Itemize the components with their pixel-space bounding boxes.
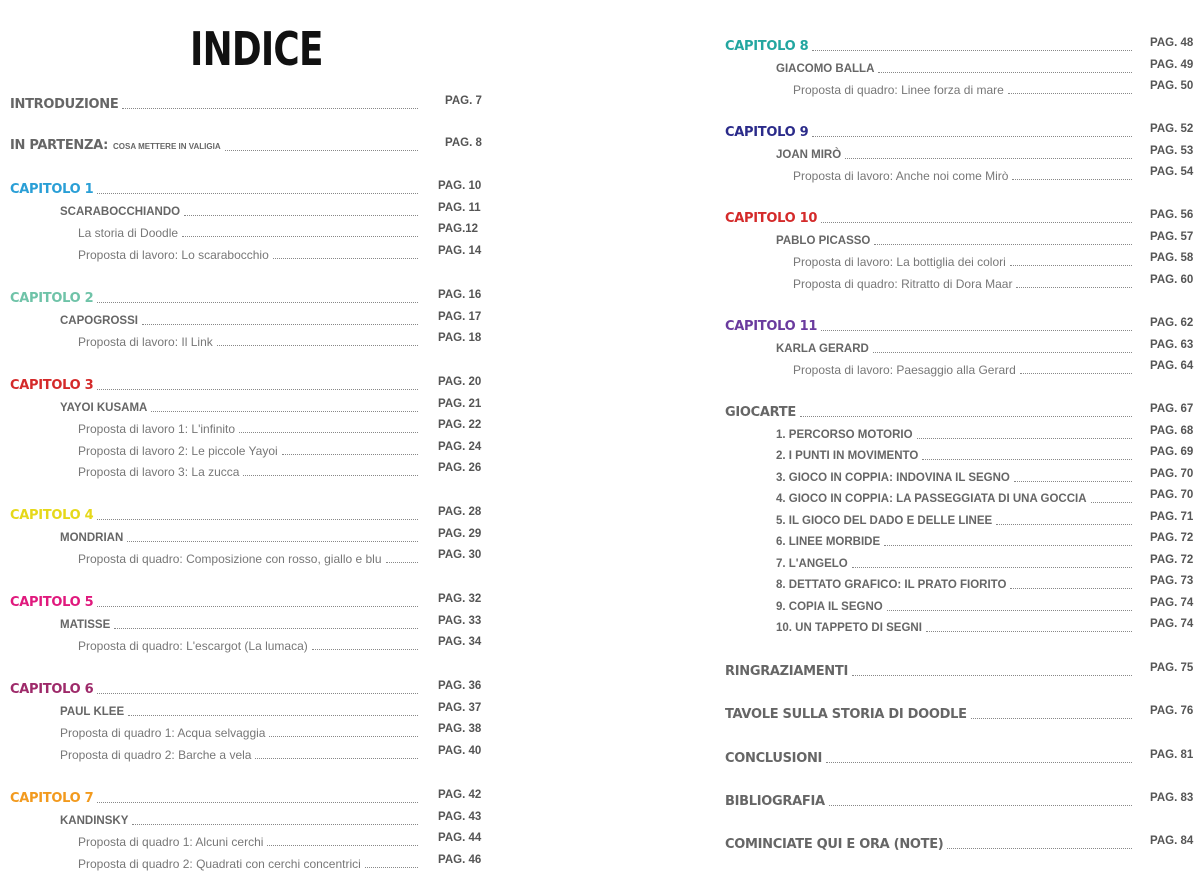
toc-cap6-item-1-page: PAG. 37 (438, 701, 482, 714)
toc-cap7-item-2-leader (267, 845, 418, 846)
toc-cap6-item-2-page: PAG. 38 (438, 723, 482, 736)
toc-giocarte-item-4[interactable] (776, 486, 1136, 506)
toc-cap5-item-2[interactable] (78, 633, 422, 653)
toc-giocarte-item-8-page: PAG. 73 (1150, 575, 1194, 587)
toc-cap4-item-1[interactable] (60, 525, 422, 545)
toc-cap9-item-1-label: JOAN MIRÒ (776, 148, 842, 161)
toc-cap10-item-1-page: PAG. 57 (1150, 230, 1194, 243)
toc-cap6-item-3-leader (255, 758, 418, 759)
toc-chapter-cap5-leader (97, 606, 418, 607)
toc-cap6-item-2-label: Proposta di quadro 1: Acqua selvaggia (60, 726, 266, 741)
toc-cap7-item-2-label: Proposta di quadro 1: Alcuni cerchi (78, 835, 264, 850)
toc-cap2-item-2-leader (217, 345, 418, 346)
toc-cap2-item-2-label: Proposta di lavoro: Il Link (78, 335, 213, 350)
toc-conclusioni[interactable] (725, 746, 1136, 766)
toc-chapter-cap11-label: CAPITOLO 11 (725, 319, 818, 334)
toc-giocarte-item-10-page: PAG. 74 (1150, 618, 1194, 630)
toc-chapter-cap11[interactable] (725, 314, 1136, 334)
toc-giocarte-item-7-leader (852, 567, 1132, 568)
toc-chapter-cap7-label: CAPITOLO 7 (10, 791, 94, 806)
toc-cap3-item-4-page: PAG. 26 (438, 462, 482, 475)
toc-cap8-item-2[interactable] (793, 77, 1136, 97)
toc-partenza-page: PAG. 8 (445, 137, 482, 149)
toc-bibliografia-page: PAG. 83 (1150, 792, 1194, 804)
toc-cap3-item-4-leader (243, 475, 418, 476)
toc-giocarte-item-10-leader (926, 631, 1132, 632)
toc-chapter-cap9-page: PAG. 52 (1150, 123, 1194, 135)
toc-cap2-item-1-leader (142, 324, 418, 325)
toc-giocarte-item-9[interactable] (776, 594, 1136, 614)
toc-cap4-item-2[interactable] (78, 546, 422, 566)
toc-chapter-cap10[interactable] (725, 206, 1136, 226)
toc-giocarte-item-2-label: 2. I PUNTI IN MOVIMENTO (776, 450, 919, 462)
toc-cap6-item-3[interactable] (60, 742, 422, 762)
toc-cap5-item-1-label: MATISSE (60, 618, 111, 631)
toc-giocarte-item-3-leader (1014, 481, 1132, 482)
toc-cap11-item-2-leader (1020, 373, 1132, 374)
toc-cap4-item-1-label: MONDRIAN (60, 531, 124, 544)
toc-cap10-item-3-leader (1016, 287, 1132, 288)
toc-ringraziamenti-page: PAG. 75 (1150, 662, 1194, 674)
toc-giocarte-item-5[interactable] (776, 508, 1136, 528)
toc-cap3-item-1-leader (151, 411, 418, 412)
toc-giocarte-item-1[interactable] (776, 422, 1136, 442)
toc-cominciate-leader (947, 848, 1132, 849)
toc-cap1-item-3-page: PAG. 14 (438, 244, 482, 257)
toc-chapter-cap3-leader (97, 389, 418, 390)
toc-cap3-item-3-leader (282, 454, 418, 455)
toc-cap1-item-3[interactable] (78, 242, 422, 262)
toc-chapter-cap9-leader (812, 136, 1132, 137)
toc-giocarte-item-2[interactable] (776, 443, 1136, 463)
toc-cap1-item-1[interactable] (60, 199, 422, 219)
toc-cap5-item-2-label: Proposta di quadro: L'escargot (La lumaca) (78, 639, 308, 654)
toc-cap4-item-2-label: Proposta di quadro: Composizione con rosso, giallo e blu (78, 552, 382, 567)
toc-chapter-cap11-page: PAG. 62 (1150, 317, 1194, 329)
toc-cominciate-label: COMINCIATE QUI E ORA (NOTE) (725, 837, 944, 852)
toc-cap11-item-2-label: Proposta di lavoro: Paesaggio alla Gerard (793, 363, 1016, 378)
toc-cap11-item-1-leader (873, 352, 1132, 353)
toc-chapter-cap4-label: CAPITOLO 4 (10, 508, 94, 523)
toc-cap9-item-2[interactable] (793, 163, 1136, 183)
toc-giocarte-item-7[interactable] (776, 551, 1136, 571)
toc-partenza-sublabel: COSA METTERE IN VALIGIA (113, 142, 221, 151)
toc-chapter-cap2-label: CAPITOLO 2 (10, 291, 94, 306)
toc-giocarte-item-6-page: PAG. 72 (1150, 532, 1194, 544)
toc-ringraziamenti-label: RINGRAZIAMENTI (725, 664, 848, 679)
toc-cap10-item-1-label: PABLO PICASSO (776, 234, 871, 247)
toc-cap8-item-1[interactable] (776, 56, 1136, 76)
toc-cap3-item-1-label: YAYOI KUSAMA (60, 401, 148, 414)
toc-chapter-cap2-leader (97, 302, 418, 303)
toc-giocarte-item-5-label: 5. IL GIOCO DEL DADO E DELLE LINEE (776, 514, 993, 527)
toc-chapter-cap8-label: CAPITOLO 8 (725, 39, 809, 54)
toc-cap8-item-1-page: PAG. 49 (1150, 58, 1194, 71)
toc-cap3-item-1[interactable] (60, 395, 422, 415)
toc-cap7-item-2[interactable] (78, 829, 422, 849)
toc-cap10-item-1-leader (874, 244, 1132, 245)
toc-cap3-item-4-label: Proposta di lavoro 3: La zucca (78, 465, 240, 480)
toc-cap5-item-1[interactable] (60, 612, 422, 632)
toc-giocarte-item-9-page: PAG. 74 (1150, 596, 1194, 609)
toc-giocarte-item-1-page: PAG. 68 (1150, 424, 1194, 437)
toc-cap3-item-3[interactable] (78, 438, 422, 458)
toc-giocarte-item-5-page: PAG. 71 (1150, 510, 1194, 523)
toc-cap11-item-1[interactable] (776, 336, 1136, 356)
toc-chapter-cap4-leader (97, 519, 418, 520)
toc-introduzione-leader (122, 108, 418, 109)
toc-chapter-cap9[interactable] (725, 120, 1136, 140)
toc-giocarte-item-2-page: PAG. 69 (1150, 446, 1194, 458)
toc-cap6-item-3-label: Proposta di quadro 2: Barche a vela (60, 747, 252, 762)
toc-bibliografia-leader (829, 805, 1132, 806)
toc-conclusioni-leader (826, 762, 1132, 763)
toc-chapter-cap10-page: PAG. 56 (1150, 209, 1194, 221)
toc-chapter-cap2[interactable] (10, 286, 422, 306)
toc-giocarte-item-9-label: 9. COPIA IL SEGNO (776, 600, 883, 613)
toc-cap10-item-1[interactable] (776, 228, 1136, 248)
toc-cap10-item-2-page: PAG. 58 (1150, 252, 1194, 265)
toc-cominciate[interactable] (725, 832, 1136, 852)
toc-chapter-cap1-leader (97, 193, 418, 194)
toc-cap1-item-2[interactable] (78, 220, 422, 240)
toc-cap7-item-3-leader (365, 867, 418, 868)
toc-chapter-cap5-page: PAG. 32 (438, 593, 482, 605)
toc-cap7-item-1-leader (132, 824, 418, 825)
toc-cap3-item-3-label: Proposta di lavoro 2: Le piccole Yayoi (78, 443, 278, 458)
toc-giocarte-item-9-leader (887, 610, 1132, 611)
toc-chapter-cap1-page: PAG. 10 (438, 180, 482, 192)
toc-chapter-cap10-label: CAPITOLO 10 (725, 211, 818, 226)
toc-cap2-item-2-page: PAG. 18 (438, 332, 482, 345)
toc-chapter-cap7-leader (97, 802, 418, 803)
toc-giocarte-item-10-label: 10. UN TAPPETO DI SEGNI (776, 622, 922, 634)
toc-cap3-item-2-leader (239, 432, 418, 433)
toc-cap8-item-1-label: GIACOMO BALLA (776, 62, 875, 75)
toc-cap2-item-1[interactable] (60, 308, 422, 328)
toc-giocarte-item-5-leader (996, 524, 1132, 525)
toc-cap8-item-1-leader (878, 72, 1132, 73)
toc-cap7-item-1-page: PAG. 43 (438, 810, 482, 823)
toc-chapter-cap8[interactable] (725, 34, 1136, 54)
toc-cap7-item-2-page: PAG. 44 (438, 832, 482, 845)
toc-giocarte[interactable] (725, 400, 1136, 420)
toc-giocarte-page: PAG. 67 (1150, 403, 1194, 415)
toc-partenza-leader (225, 150, 418, 151)
toc-cap11-item-1-label: KARLA GERARD (776, 342, 869, 355)
toc-cap8-item-2-label: Proposta di quadro: Linee forza di mare (793, 83, 1004, 98)
toc-giocarte-label: GIOCARTE (725, 405, 796, 420)
toc-cap7-item-3-label: Proposta di quadro 2: Quadrati con cerchi concentrici (78, 856, 361, 871)
toc-giocarte-item-4-page: PAG. 70 (1150, 489, 1194, 501)
toc-chapter-cap6-leader (97, 693, 418, 694)
toc-cap3-item-2-label: Proposta di lavoro 1: L'infinito (78, 422, 236, 437)
toc-cap7-item-1[interactable] (60, 808, 422, 828)
toc-cap5-item-1-leader (114, 628, 418, 629)
toc-introduzione[interactable] (10, 92, 422, 112)
toc-chapter-cap6-page: PAG. 36 (438, 680, 482, 692)
toc-cap1-item-3-label: Proposta di lavoro: Lo scarabocchio (78, 247, 269, 262)
toc-cap6-item-1-label: PAUL KLEE (60, 705, 125, 718)
toc-cap6-item-2[interactable] (60, 720, 422, 740)
toc-cap9-item-2-page: PAG. 54 (1150, 166, 1194, 179)
toc-cap10-item-3-page: PAG. 60 (1150, 273, 1194, 286)
toc-giocarte-item-8-leader (1010, 588, 1132, 589)
toc-giocarte-item-1-label: 1. PERCORSO MOTORIO (776, 428, 913, 441)
toc-cap1-item-3-leader (273, 258, 418, 259)
toc-cap10-item-2-leader (1010, 265, 1132, 266)
toc-chapter-cap7-page: PAG. 42 (438, 789, 482, 801)
toc-cap7-item-1-label: KANDINSKY (60, 814, 129, 827)
toc-introduzione-page: PAG. 7 (445, 95, 482, 107)
toc-cap1-item-1-label: SCARABOCCHIANDO (60, 205, 181, 218)
toc-cap2-item-1-page: PAG. 17 (438, 310, 482, 323)
toc-chapter-cap5[interactable] (10, 590, 422, 610)
toc-tavole[interactable] (725, 702, 1136, 722)
toc-partenza[interactable] (10, 134, 422, 154)
toc-chapter-cap4-page: PAG. 28 (438, 506, 482, 518)
toc-bibliografia[interactable] (725, 789, 1136, 809)
toc-ringraziamenti-leader (852, 675, 1132, 676)
toc-cap1-item-2-page: PAG.12 (438, 223, 479, 236)
toc-cap5-item-2-page: PAG. 34 (438, 636, 482, 649)
toc-chapter-cap3-page: PAG. 20 (438, 376, 482, 388)
toc-cap2-item-2[interactable] (78, 329, 422, 349)
toc-giocarte-item-8-label: 8. DETTATO GRAFICO: IL PRATO FIORITO (776, 579, 1007, 591)
toc-cap9-item-2-label: Proposta di lavoro: Anche noi come Mirò (793, 169, 1009, 184)
toc-cap10-item-3[interactable] (793, 271, 1136, 291)
toc-cap3-item-3-page: PAG. 24 (438, 440, 482, 453)
toc-cap6-item-2-leader (269, 736, 418, 737)
toc-introduzione-label: INTRODUZIONE (10, 97, 119, 112)
toc-cap9-item-1-leader (845, 158, 1132, 159)
toc-cap5-item-2-leader (312, 649, 418, 650)
toc-cap1-item-2-leader (182, 236, 418, 237)
toc-cap1-item-1-leader (184, 215, 418, 216)
toc-chapter-cap3-label: CAPITOLO 3 (10, 378, 94, 393)
toc-cap3-item-4[interactable] (78, 459, 422, 479)
toc-cap4-item-1-leader (127, 541, 418, 542)
toc-cap3-item-1-page: PAG. 21 (438, 397, 482, 410)
toc-cap4-item-2-leader (386, 562, 418, 563)
toc-cap1-item-1-page: PAG. 11 (438, 201, 481, 214)
toc-cap10-item-2-label: Proposta di lavoro: La bottiglia dei colori (793, 255, 1006, 270)
page-title: INDICE (190, 22, 323, 76)
toc-bibliografia-label: BIBLIOGRAFIA (725, 794, 825, 809)
toc-cap10-item-3-label: Proposta di quadro: Ritratto di Dora Maar (793, 276, 1013, 291)
toc-chapter-cap2-page: PAG. 16 (438, 289, 482, 301)
toc-cap9-item-2-leader (1012, 179, 1132, 180)
toc-cap8-item-2-leader (1008, 93, 1132, 94)
toc-chapter-cap11-leader (821, 330, 1132, 331)
toc-cap9-item-1-page: PAG. 53 (1150, 144, 1194, 157)
toc-conclusioni-page: PAG. 81 (1150, 749, 1194, 761)
toc-giocarte-item-4-leader (1091, 502, 1132, 503)
toc-chapter-cap1[interactable] (10, 177, 422, 197)
toc-ringraziamenti[interactable] (725, 659, 1136, 679)
toc-conclusioni-label: CONCLUSIONI (725, 751, 823, 766)
toc-giocarte-item-3[interactable] (776, 465, 1136, 485)
toc-tavole-leader (971, 718, 1132, 719)
toc-chapter-cap7[interactable] (10, 786, 422, 806)
toc-cap6-item-1-leader (128, 715, 418, 716)
toc-partenza-label: IN PARTENZA: COSA METTERE IN VALIGIA (10, 138, 221, 153)
toc-chapter-cap1-label: CAPITOLO 1 (10, 182, 94, 197)
toc-giocarte-item-6[interactable] (776, 529, 1136, 549)
toc-cap3-item-2-page: PAG. 22 (438, 419, 482, 432)
toc-chapter-cap5-label: CAPITOLO 5 (10, 595, 94, 610)
toc-cap7-item-3-page: PAG. 46 (438, 853, 482, 866)
toc-cap11-item-2[interactable] (793, 357, 1136, 377)
toc-cap7-item-3[interactable] (78, 851, 422, 871)
toc-cap11-item-2-page: PAG. 64 (1150, 360, 1194, 373)
toc-giocarte-item-8[interactable] (776, 572, 1136, 592)
toc-cap6-item-1[interactable] (60, 699, 422, 719)
toc-giocarte-item-3-label: 3. GIOCO IN COPPIA: INDOVINA IL SEGNO (776, 471, 1010, 484)
toc-cap2-item-1-label: CAPOGROSSI (60, 314, 138, 327)
toc-chapter-cap6[interactable] (10, 677, 422, 697)
toc-cap8-item-2-page: PAG. 50 (1150, 80, 1194, 93)
toc-cap5-item-1-page: PAG. 33 (438, 614, 482, 627)
toc-chapter-cap8-leader (812, 50, 1132, 51)
toc-chapter-cap3[interactable] (10, 373, 422, 393)
toc-giocarte-item-1-leader (917, 438, 1132, 439)
toc-giocarte-item-2-leader (922, 459, 1132, 460)
toc-cap6-item-3-page: PAG. 40 (438, 744, 482, 757)
toc-chapter-cap4[interactable] (10, 503, 422, 523)
toc-giocarte-item-7-label: 7. L'ANGELO (776, 557, 848, 570)
toc-cap9-item-1[interactable] (776, 142, 1136, 162)
toc-giocarte-item-3-page: PAG. 70 (1150, 467, 1194, 480)
toc-tavole-label: TAVOLE SULLA STORIA DI DOODLE (725, 707, 967, 722)
toc-giocarte-item-4-label: 4. GIOCO IN COPPIA: LA PASSEGGIATA DI UNA GOCCIA (776, 493, 1087, 505)
toc-giocarte-item-10[interactable] (776, 615, 1136, 635)
toc-cap4-item-1-page: PAG. 29 (438, 527, 482, 540)
toc-cap10-item-2[interactable] (793, 249, 1136, 269)
toc-giocarte-item-7-page: PAG. 72 (1150, 553, 1194, 566)
toc-giocarte-item-6-label: 6. LINEE MORBIDE (776, 536, 881, 548)
toc-cap3-item-2[interactable] (78, 416, 422, 436)
toc-chapter-cap8-page: PAG. 48 (1150, 37, 1194, 49)
toc-cominciate-page: PAG. 84 (1150, 835, 1194, 847)
toc-chapter-cap9-label: CAPITOLO 9 (725, 125, 809, 140)
toc-giocarte-leader (800, 416, 1132, 417)
toc-chapter-cap10-leader (821, 222, 1132, 223)
toc-chapter-cap6-label: CAPITOLO 6 (10, 682, 94, 697)
right-page (600, 0, 1200, 871)
toc-tavole-page: PAG. 76 (1150, 705, 1194, 717)
toc-cap11-item-1-page: PAG. 63 (1150, 338, 1194, 351)
toc-cap4-item-2-page: PAG. 30 (438, 549, 482, 562)
toc-cap1-item-2-label: La storia di Doodle (78, 226, 179, 241)
toc-giocarte-item-6-leader (884, 545, 1132, 546)
